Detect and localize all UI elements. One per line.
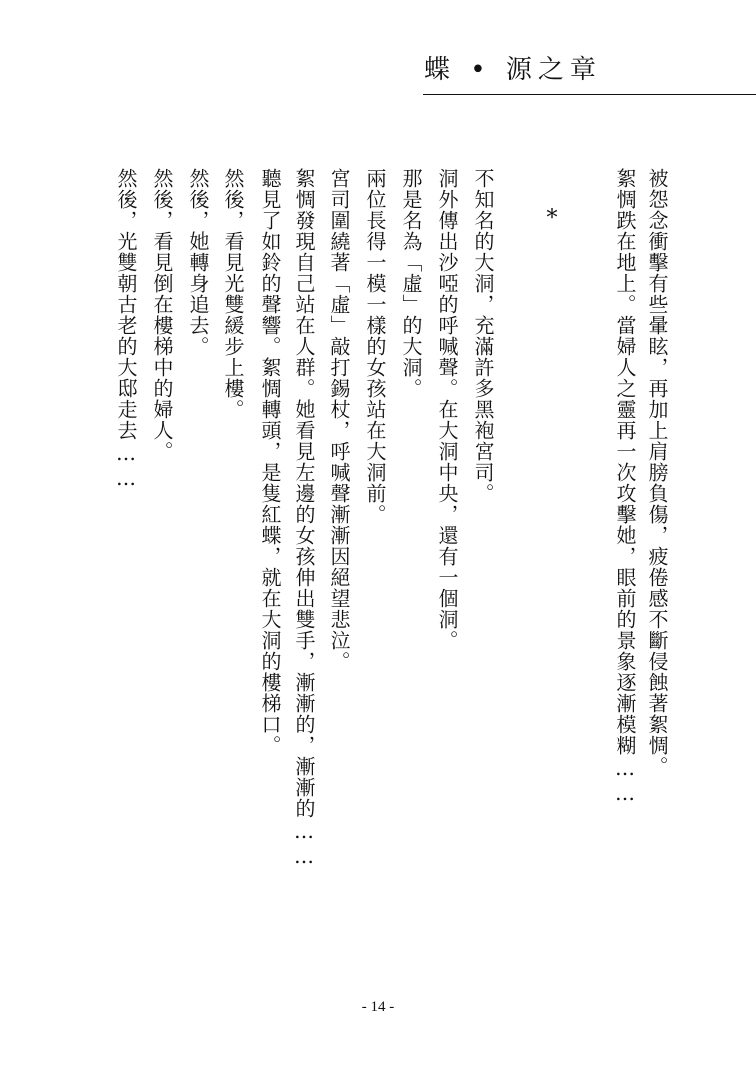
text-column-13: 然後，光雙朝古老的大邸走去…… (114, 168, 138, 491)
text-column-1: 被怨念衝擊有些暈眩，再加上肩膀負傷，疲倦感不斷侵蝕著絮惆。 (645, 168, 669, 777)
text-column-2: 絮惆跌在地上。當婦人之靈再一次攻擊她，眼前的景象逐漸模糊…… (613, 168, 637, 806)
text-column-12: 然後，看見倒在樓梯中的婦人。 (150, 168, 174, 462)
text-column-7: 宮司圍繞著「虛」敲打錫杖，呼喊聲漸漸因絕望悲泣。 (327, 168, 351, 672)
text-column-10: 然後，看見光雙緩步上樓。 (221, 168, 245, 420)
page-number: - 14 - (361, 999, 395, 1015)
text-column-5: 那是名為「虛」的大洞。 (399, 168, 423, 399)
text-column-8: 絮惆發現自己站在人群。她看見左邊的女孩伸出雙手，漸漸的，漸漸的…… (292, 168, 316, 869)
text-column-4: 洞外傳出沙啞的呼喊聲。在大洞中央，還有一個洞。 (435, 168, 459, 651)
header-rule (423, 94, 756, 95)
text-column-3: 不知名的大洞，充滿許多黑袍宮司。 (471, 168, 495, 504)
text-column-11: 然後，她轉身追去。 (186, 168, 210, 357)
text-column-6: 兩位長得一模一樣的女孩站在大洞前。 (363, 168, 387, 525)
section-separator: * (546, 206, 558, 231)
text-column-9: 聽見了如鈴的聲響。絮惆轉頭，是隻紅蝶，就在大洞的樓梯口。 (258, 168, 282, 756)
chapter-title: 蝶 • 源之章 (424, 55, 602, 85)
